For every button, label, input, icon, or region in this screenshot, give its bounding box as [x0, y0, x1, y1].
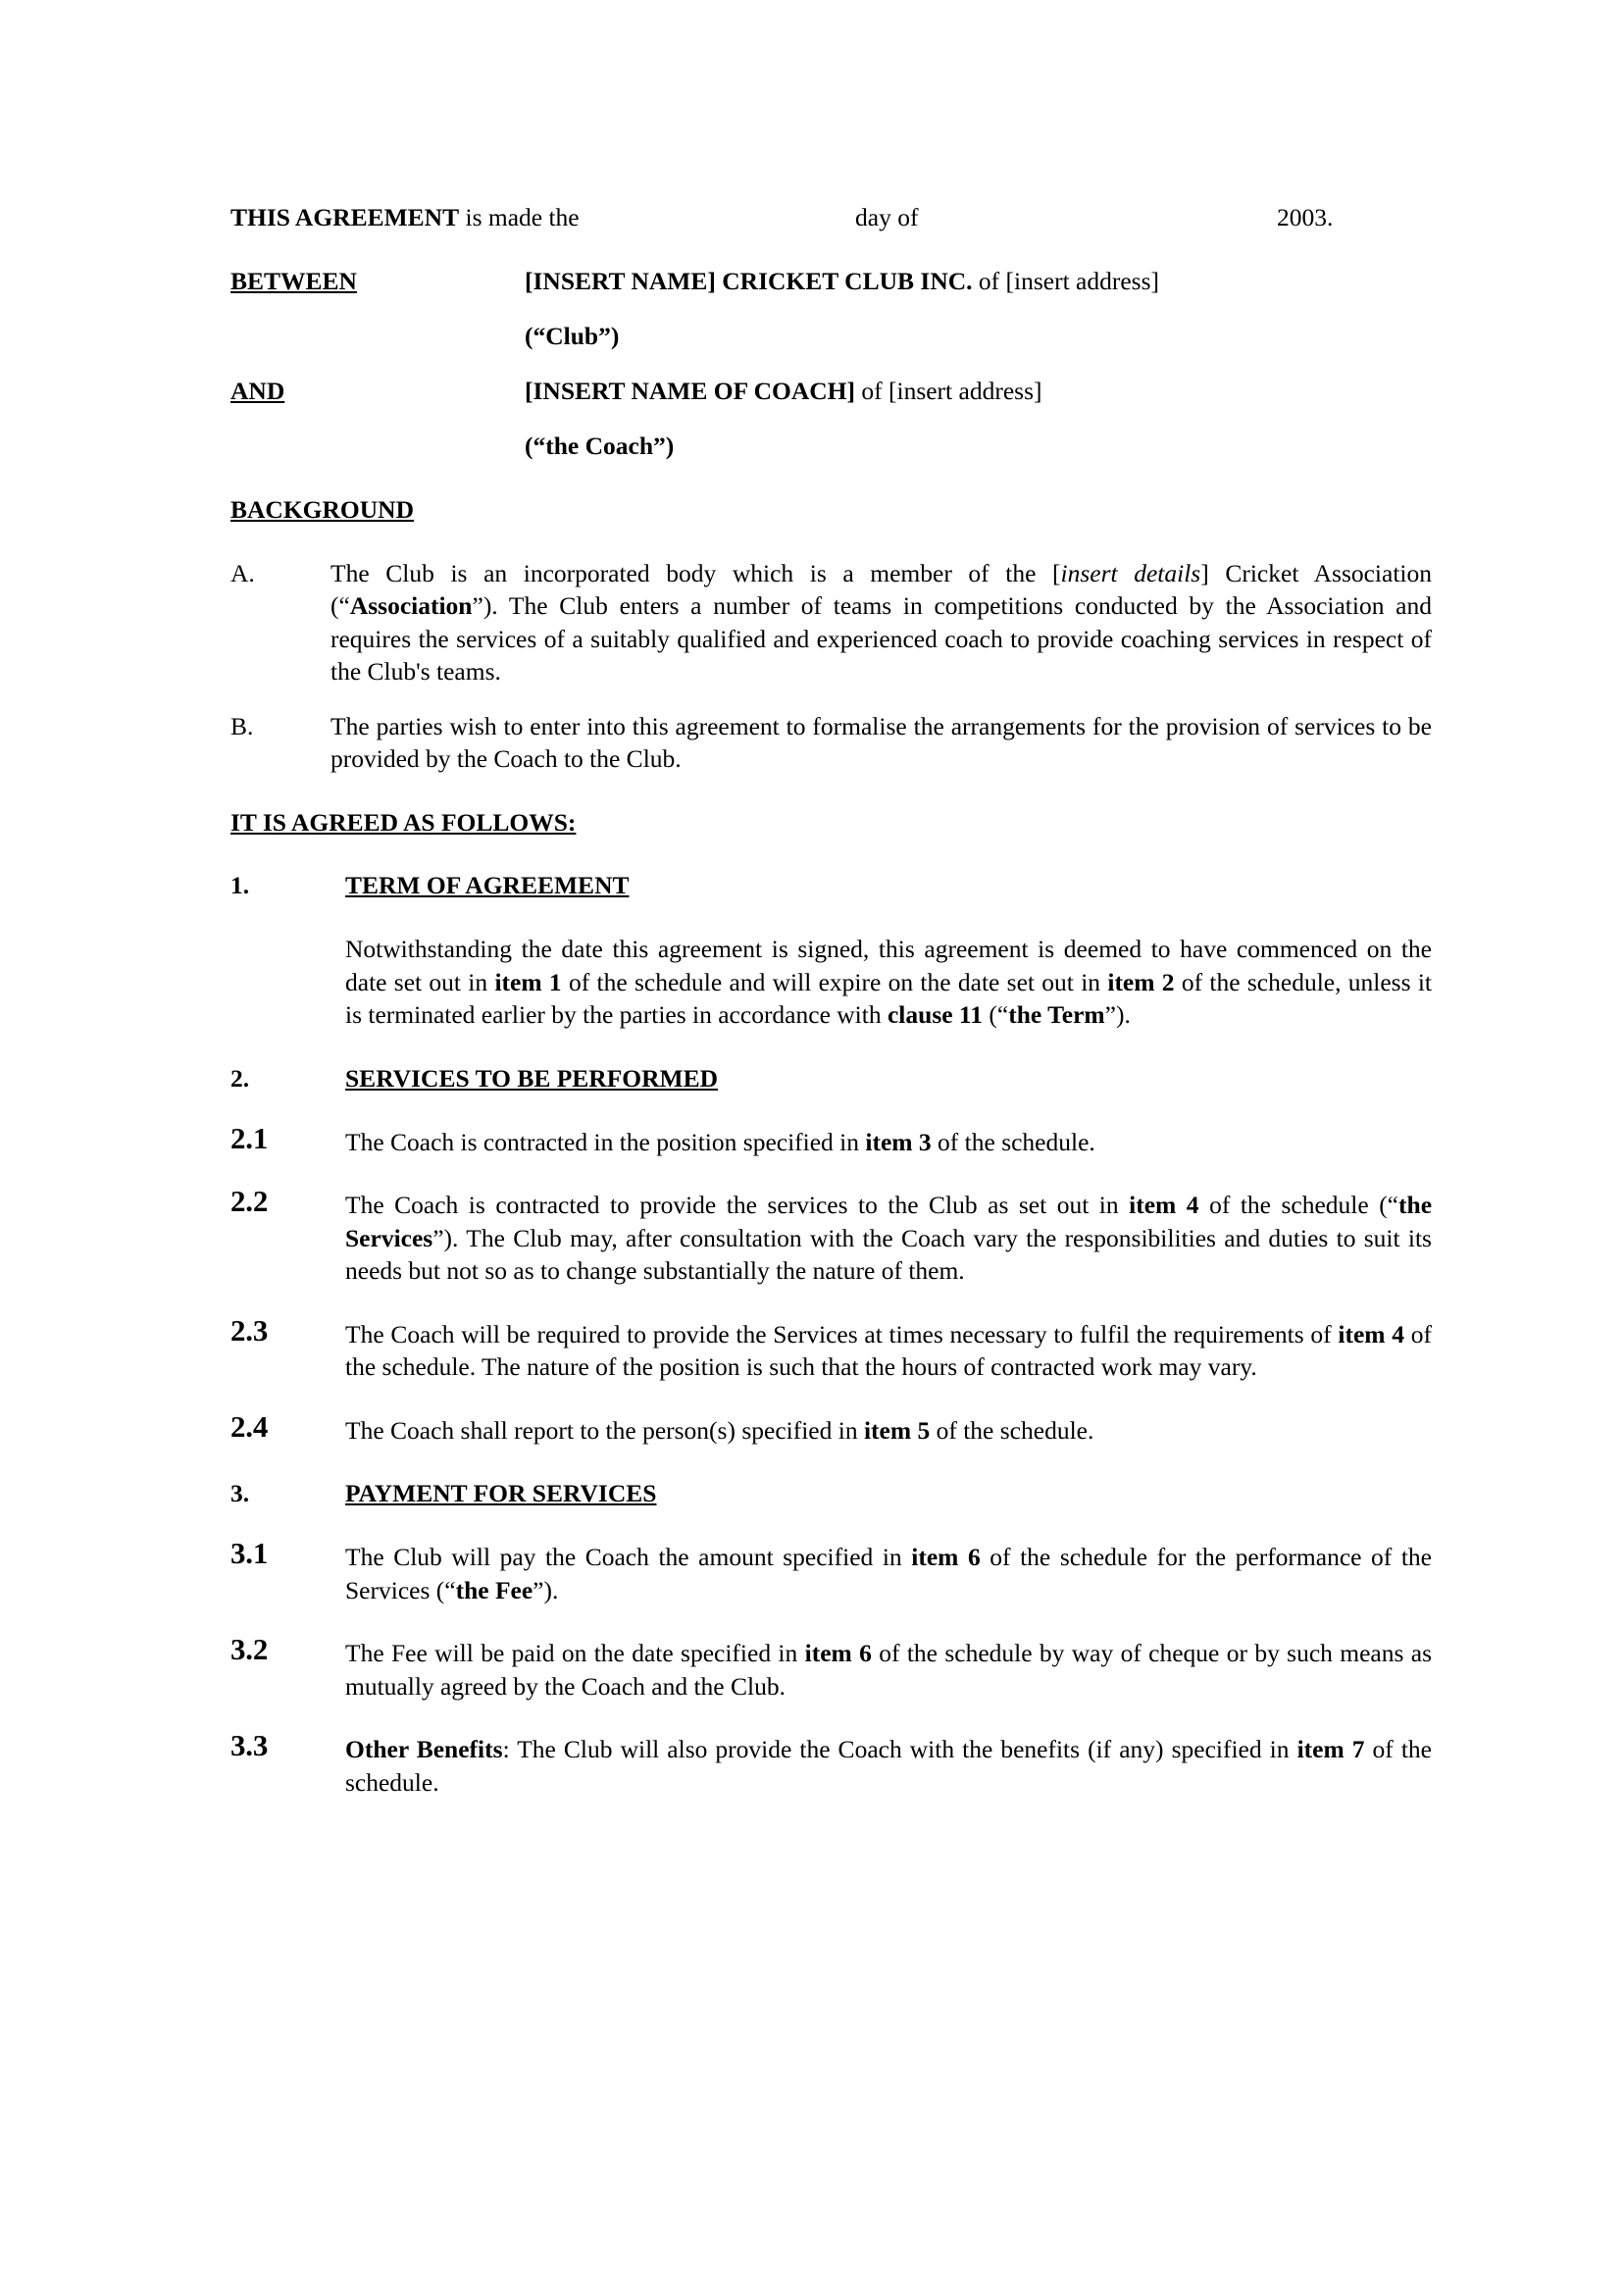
spacer: [230, 1447, 1432, 1477]
recital-b: [230, 710, 1432, 776]
year-text: 2003.: [1277, 203, 1334, 231]
party-row-club-term: [230, 320, 1432, 353]
section-3-number: 3.: [230, 1479, 250, 1507]
clause-3-3-other-benefits-label: Other Benefits: [345, 1735, 503, 1763]
clause-2-1-part1: The Coach is contracted in the position specified in: [345, 1127, 866, 1156]
clause-3-1-item-6-ref: item 6: [911, 1543, 981, 1571]
clause-2-2-part3: ”). The Club may, after consultation with the Coach vary the responsibilities and duties to suit its needs but not so as to change substantially the nature of them.: [345, 1223, 1432, 1285]
section-3-heading: [230, 1477, 1432, 1510]
clause-3-2-body: [345, 1637, 1432, 1703]
clause-2-1-part2: of the schedule.: [931, 1127, 1095, 1156]
coach-address: of [insert address]: [855, 377, 1042, 405]
recital-a-insert-details: insert details: [1060, 558, 1201, 587]
clause-3-2: [230, 1632, 1433, 1703]
recital-a: [230, 557, 1432, 688]
clause-3-1-number: 3.1: [230, 1536, 269, 1570]
clause-2-3-item-4-ref: item 4: [1338, 1319, 1405, 1348]
section-2-title: SERVICES TO BE PERFORMED: [345, 1063, 719, 1093]
section-1-intro-part1: Notwithstanding the date this agreement is signed, this agreement is deemed to have commenced on the date set out in: [345, 935, 1432, 996]
between-label: BETWEEN: [230, 267, 357, 295]
club-defined-term-text: (“Club”): [525, 322, 620, 350]
clause-3-1-part1: The Club will pay the Coach the amount specified in: [345, 1543, 912, 1571]
spacer: [230, 776, 1432, 806]
clause-2-3-part2: of the schedule. The nature of the position is such that the hours of contracted work may vary.: [345, 1319, 1432, 1381]
spacer: [230, 353, 1432, 375]
clause-3-2-item-6-ref: item 6: [804, 1639, 872, 1667]
recital-a-body: [330, 557, 1432, 688]
clause-2-1-body: [345, 1126, 1432, 1159]
section-1-heading: [230, 869, 1432, 902]
clause-2-4-item-5-ref: item 5: [863, 1415, 931, 1445]
clause-3-2-part2: of the schedule by way of cheque or by such means as mutually agreed by the Coach and the Club.: [345, 1639, 1433, 1701]
clause-2-2-body: [345, 1189, 1432, 1288]
this-agreement-label: THIS AGREEMENT: [230, 203, 460, 231]
section-1-title: TERM OF AGREEMENT: [345, 871, 630, 899]
clause-2-1: [230, 1120, 1432, 1159]
background-heading: BACKGROUND: [230, 495, 415, 524]
section-1-item-1-ref: item 1: [494, 967, 562, 996]
spacer: [230, 1288, 1432, 1318]
spacer: [230, 1384, 1432, 1414]
club-address: of [insert address]: [972, 267, 1160, 295]
spacer: [230, 298, 1432, 320]
clause-3-1-the-fee-defined: the Fee: [455, 1575, 533, 1604]
coach-defined-term-text: (“the Coach”): [525, 432, 675, 460]
clause-3-3-number: 3.3: [230, 1728, 269, 1762]
clause-2-3: [230, 1312, 1432, 1384]
spacer: [230, 902, 1432, 933]
clause-2-2-the-services-defined: the Services: [345, 1191, 1433, 1252]
spacer: [230, 839, 1432, 869]
clause-2-3-part1: The Coach will be required to provide the Services at times necessary to fulfil the requirements of: [345, 1319, 1339, 1348]
section-1-clause-11-ref: clause 11: [887, 1000, 984, 1029]
agreement-title-lead: [230, 201, 580, 234]
and-label: AND: [230, 377, 285, 405]
clause-2-1-item-3-ref: item 3: [865, 1127, 932, 1156]
section-1-intro-part3: of the schedule, unless it is terminated earlier by the parties in accordance with: [345, 967, 1433, 1029]
clause-2-4-part2: of the schedule.: [930, 1415, 1094, 1445]
spacer: [230, 688, 1432, 710]
recital-b-mark: B.: [230, 711, 254, 740]
clause-2-4-number: 2.4: [230, 1408, 269, 1444]
clause-2-4: [230, 1408, 1432, 1448]
section-1-item-2-ref: item 2: [1107, 967, 1175, 996]
recital-b-body: The parties wish to enter into this agreement to formalise the arrangements for the provision of services to be provided by the Coach to the Club.: [330, 711, 1432, 773]
coach-party-value: [525, 375, 1432, 408]
section-1-intro-part5: ”).: [1104, 1000, 1131, 1029]
section-1-the-term-defined: the Term: [1008, 1000, 1105, 1029]
recital-a-part3: ”). The Club enters a number of teams in competitions conducted by the Association and requires the services of a suitably qualified and experienced coach to provide coaching services in respect of the Club's teams.: [330, 591, 1432, 686]
clause-3-2-part1: The Fee will be paid on the date specified in: [345, 1639, 805, 1667]
clause-3-1-body: [345, 1541, 1432, 1606]
clause-2-2-part2: of the schedule (“: [1198, 1191, 1399, 1219]
clause-3-3-part1: : The Club will also provide the Coach with the benefits (if any) specified in: [502, 1735, 1297, 1763]
recital-a-part2: ] Cricket Association (“: [330, 558, 1433, 620]
clause-2-2-part1: The Coach is contracted to provide the services to the Club as set out in: [345, 1191, 1130, 1219]
spacer: [230, 463, 1432, 493]
section-1-number: 1.: [230, 871, 250, 899]
clause-3-3-item-7-ref: item 7: [1296, 1735, 1365, 1763]
spacer: [230, 1032, 1432, 1062]
spacer: [230, 234, 1432, 265]
party-row-between: [230, 265, 1432, 298]
section-2-heading: [230, 1062, 1432, 1095]
clause-2-4-part1: The Coach shall report to the person(s) specified in: [345, 1415, 864, 1445]
spacer: [230, 1158, 1432, 1189]
clause-3-1: [230, 1536, 1432, 1606]
clause-2-3-number: 2.3: [230, 1312, 269, 1348]
coach-name: [INSERT NAME OF COACH]: [525, 377, 855, 405]
spacer: [230, 1703, 1432, 1733]
clause-3-1-part2: of the schedule for the performance of the Services (“: [345, 1543, 1432, 1604]
spacer: [230, 1606, 1432, 1637]
section-1-intro-paragraph: [345, 933, 1432, 1032]
recital-a-association-term: Association: [349, 591, 473, 620]
recital-a-mark: A.: [230, 558, 255, 587]
club-party-value: [525, 265, 1432, 298]
recital-a-part1: The Club is an incorporated body which is a member of the [: [330, 558, 1061, 587]
spacer: [230, 1095, 1432, 1126]
clause-3-3-part2: of the schedule.: [345, 1735, 1432, 1797]
club-name: [INSERT NAME] CRICKET CLUB INC.: [525, 267, 973, 295]
party-row-coach-term: [230, 430, 1432, 463]
section-2-number: 2.: [230, 1063, 250, 1093]
party-row-and: [230, 375, 1432, 408]
coach-defined-term: [525, 430, 1432, 463]
club-defined-term: [525, 320, 1432, 353]
clause-2-2-item-4-ref: item 4: [1129, 1191, 1199, 1219]
day-of-text: day of: [855, 203, 919, 231]
spacer: [230, 527, 1432, 557]
it-is-agreed-heading: IT IS AGREED AS FOLLOWS:: [230, 807, 577, 837]
clause-3-2-number: 3.2: [230, 1632, 269, 1666]
clause-2-3-body: [345, 1318, 1432, 1384]
section-1-intro-part4: (“: [983, 1000, 1009, 1029]
clause-2-4-body: [345, 1414, 1432, 1448]
clause-3-1-part3: ”).: [533, 1575, 559, 1604]
section-1-intro-part2: of the schedule and will expire on the date set out in: [561, 967, 1108, 996]
clause-2-2-number: 2.2: [230, 1184, 269, 1218]
spacer: [230, 1510, 1432, 1541]
agreement-title-line: [230, 201, 1432, 234]
is-made-the-text: is made the: [459, 203, 580, 231]
clause-3-3-body: [345, 1733, 1432, 1799]
clause-2-2: [230, 1184, 1433, 1288]
clause-2-1-number: 2.1: [230, 1120, 269, 1155]
clause-3-3: [230, 1728, 1432, 1799]
document-body: [230, 201, 1432, 1799]
section-3-title: PAYMENT FOR SERVICES: [345, 1479, 657, 1507]
spacer: [230, 408, 1432, 430]
